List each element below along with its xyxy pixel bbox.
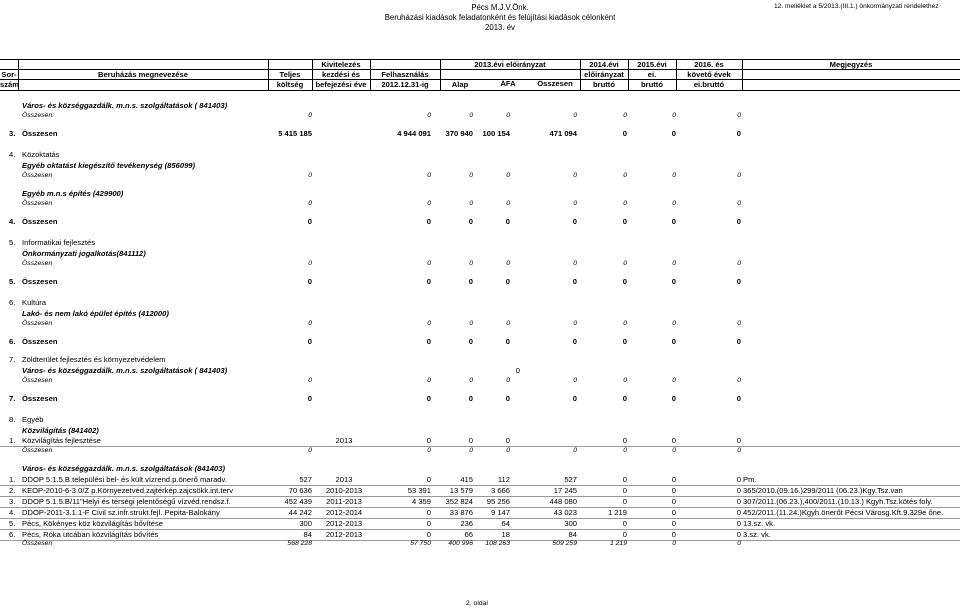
row-value: 509 259	[552, 540, 577, 547]
row-value: 0	[308, 377, 312, 384]
row-value: 0	[505, 337, 510, 346]
row-number: 7.	[9, 355, 16, 364]
row-note: 13.sz. vk.	[743, 520, 776, 528]
row-subtitle: Város- és községgazdálk. m.n.s. szolgáltatások ( 841403)	[22, 366, 228, 375]
row-total-label: Összesen	[22, 260, 53, 267]
row-value: 0	[671, 508, 676, 517]
row-total-label: Összesen	[22, 377, 53, 384]
table-row	[0, 299, 960, 309]
row-value: 84	[303, 530, 312, 539]
col-2016-1: 2016. és	[694, 60, 724, 69]
row-value: 0	[469, 320, 473, 327]
row-value: 415	[460, 475, 473, 484]
col-alap: Alap	[451, 80, 469, 89]
row-number: 2.	[9, 486, 16, 495]
row-note: 452/2011.(11.24.)Kgyh.önerőt Pécsi Városg.Kft.9.329e ône.	[743, 509, 944, 517]
col-sor-1: Sor-	[1, 70, 17, 79]
row-value: 0	[736, 519, 741, 528]
row-value: 0	[515, 366, 520, 375]
row-value: 0	[671, 217, 676, 226]
row-value: 0	[737, 377, 741, 384]
row-value: 0	[671, 129, 676, 138]
row-value: 0	[308, 172, 312, 179]
row-value: 0	[736, 530, 741, 539]
row-value: 0	[426, 519, 431, 528]
row-value: 66	[464, 530, 473, 539]
row-value: 0	[469, 200, 473, 207]
row-value: 0	[427, 320, 431, 327]
row-value: 0	[622, 475, 627, 484]
row-value: 0	[572, 217, 577, 226]
row-value: 0	[671, 530, 676, 539]
row-value: 0	[426, 436, 431, 445]
row-value: 84	[568, 530, 577, 539]
row-value: 4 359	[411, 497, 431, 506]
row-value: 0	[573, 172, 577, 179]
row-subtitle: Önkormányzati jogalkotás(841112)	[22, 249, 146, 258]
row-value: 0	[426, 530, 431, 539]
row-value: 0	[672, 447, 676, 454]
row-value: 0	[622, 394, 627, 403]
row-value: 64	[501, 519, 510, 528]
col-2014-2: előirányzat	[584, 70, 624, 79]
row-total-label: Összesen:	[22, 112, 55, 119]
row-value: 0	[623, 447, 627, 454]
col-2015-1: 2015.évi	[637, 60, 667, 69]
row-value: 0	[572, 277, 577, 286]
col-teljes-1: Teljes	[279, 70, 301, 79]
row-number: 4.	[9, 150, 16, 159]
row-value: 0	[623, 320, 627, 327]
row-divider	[0, 485, 960, 486]
table-row	[0, 250, 960, 260]
section-title: Egyéb	[22, 415, 44, 424]
table-row	[0, 130, 960, 140]
row-value: 0	[308, 112, 312, 119]
col-megjegyzes: Megjegyzés	[829, 60, 873, 69]
row-value: 0	[672, 260, 676, 267]
row-value: 0	[672, 112, 676, 119]
row-value: 452 439	[284, 497, 312, 506]
row-value: 0	[307, 277, 312, 286]
row-note: 3.sz. vk.	[743, 531, 771, 539]
table-row	[0, 541, 960, 551]
table-row	[0, 201, 960, 211]
row-value: 100 154	[482, 129, 510, 138]
row-value: 0	[505, 277, 510, 286]
row-note: 307/2011.(06.23.),400/2011.(10.13.) Kgyh.Tsz.kötés foly.	[743, 498, 933, 506]
row-value: 0	[307, 217, 312, 226]
row-value: 0	[427, 377, 431, 384]
col-kivitelezes-1: Kivitelezés	[321, 60, 361, 69]
table-row	[0, 261, 960, 271]
row-value: 1 219	[609, 540, 627, 547]
row-value: 0	[672, 377, 676, 384]
row-value: 0	[426, 217, 431, 226]
row-value: 0	[623, 200, 627, 207]
row-value: 0	[572, 337, 577, 346]
col-kivitelezes-3: befejezési éve	[315, 80, 367, 89]
row-value: 95 256	[486, 497, 510, 506]
row-value: 0	[469, 172, 473, 179]
row-value: 0	[737, 447, 741, 454]
row-value: 70 636	[288, 486, 312, 495]
row-value: 0	[573, 112, 577, 119]
table-row	[0, 310, 960, 320]
row-value: 0	[623, 377, 627, 384]
row-label: Pécs, Róka utcában közvilágítás bővítés	[22, 531, 159, 539]
row-value: 0	[622, 436, 627, 445]
row-note: Pm.	[743, 476, 757, 484]
row-number: 3.	[9, 129, 16, 138]
row-total-label: Összesen	[22, 540, 53, 547]
col-sor-2: szám	[0, 80, 19, 89]
row-value: 2010-2013	[325, 486, 363, 495]
section-title: Zöldterület fejlesztés és környezetvédelem	[22, 355, 166, 364]
row-value: 0	[469, 112, 473, 119]
page-number: 2. oldal	[466, 600, 488, 607]
row-subtitle: Egyéb oktatást kiegészítő tevékenység (856099)	[22, 161, 196, 170]
table-row	[0, 162, 960, 172]
table-row	[0, 173, 960, 183]
row-label: KEOP-2010-6-3.0/Z p.Környezetvéd.zajtérkép.zajcsökk.int.terv	[22, 487, 234, 495]
table-row	[0, 218, 960, 228]
row-value: 0	[671, 436, 676, 445]
row-value: 57 750	[410, 540, 431, 547]
table-row	[0, 416, 960, 426]
row-value: 17 245	[553, 486, 577, 495]
col-2016-2: követő évek	[687, 70, 731, 79]
row-value: 0	[622, 217, 627, 226]
table-row	[0, 102, 960, 112]
row-value: 0	[671, 486, 676, 495]
row-value: 0	[469, 377, 473, 384]
row-divider	[0, 529, 960, 530]
row-value: 0	[468, 217, 473, 226]
row-value: 0	[672, 200, 676, 207]
row-value: 0	[623, 112, 627, 119]
row-value: 527	[299, 475, 312, 484]
row-value: 33 876	[449, 508, 473, 517]
row-value: 2012-2013	[325, 530, 363, 539]
row-value: 0	[426, 394, 431, 403]
row-value: 370 940	[445, 129, 473, 138]
row-value: 0	[622, 337, 627, 346]
row-value: 0	[573, 200, 577, 207]
row-value: 53 391	[407, 486, 431, 495]
row-value: 0	[426, 475, 431, 484]
row-value: 0	[736, 497, 741, 506]
table-row	[0, 239, 960, 249]
row-value: 0	[671, 277, 676, 286]
row-value: 0	[308, 320, 312, 327]
row-value: 0	[468, 337, 473, 346]
row-value: 0	[468, 277, 473, 286]
row-value: 0	[737, 260, 741, 267]
row-number: 3.	[9, 497, 16, 506]
row-value: 0	[573, 260, 577, 267]
row-value: 0	[307, 337, 312, 346]
row-value: 0	[736, 394, 741, 403]
row-total-label: Összesen	[22, 394, 58, 403]
section-title: Kultúra	[22, 298, 47, 307]
row-value: 300	[299, 519, 312, 528]
row-value: 44 242	[288, 508, 312, 517]
row-value: 400 996	[448, 540, 473, 547]
row-subtitle: Város- és községgazdálk. m.n.s. szolgáltatások ( 841403)	[22, 101, 228, 110]
row-value: 0	[622, 129, 627, 138]
row-divider	[0, 496, 960, 497]
row-value: 4 944 091	[397, 129, 431, 138]
row-value: 1 219	[607, 508, 627, 517]
row-value: 0	[506, 200, 510, 207]
row-label: DDOP 5.1.5.B/11"Helyi és térségi jelentőségű vízvéd.rendsz.f.	[22, 498, 231, 506]
table-row	[0, 465, 960, 475]
row-value: 0	[307, 394, 312, 403]
row-value: 0	[736, 337, 741, 346]
doc-title-line-3: 2013. év	[485, 23, 515, 32]
row-value: 0	[737, 200, 741, 207]
row-value: 0	[506, 377, 510, 384]
row-value: 2012-2014	[325, 508, 363, 517]
row-value: 0	[623, 260, 627, 267]
row-value: 0	[573, 447, 577, 454]
row-number: 7.	[9, 394, 16, 403]
row-value: 0	[736, 486, 741, 495]
row-label: DDOP-2011-3.1.1-F Civil sz.infr.strukt.fejl. Pepita-Balokány	[22, 509, 220, 517]
row-value: 0	[671, 475, 676, 484]
row-subtitle: Város- és községgazdálk. m.n.s. szolgáltatások (841403)	[22, 464, 226, 473]
row-total-label: Összesen	[22, 172, 53, 179]
row-value: 0	[671, 337, 676, 346]
row-value: 0	[622, 530, 627, 539]
row-subtitle: Közvilágítás (841402)	[22, 426, 99, 435]
row-value: 0	[672, 540, 676, 547]
row-value: 0	[427, 200, 431, 207]
row-value: 0	[736, 217, 741, 226]
col-afa: ÁFA	[500, 79, 516, 88]
row-total-label: Összesen	[22, 337, 58, 346]
row-number: 6.	[9, 298, 16, 307]
row-value: 0	[672, 320, 676, 327]
row-value: 0	[505, 217, 510, 226]
row-value: 0	[505, 394, 510, 403]
row-value: 0	[622, 277, 627, 286]
row-value: 0	[308, 260, 312, 267]
row-value: 0	[506, 112, 510, 119]
row-value: 0	[469, 447, 473, 454]
row-divider	[0, 518, 960, 519]
row-total-label: Összesen	[22, 217, 58, 226]
table-row	[0, 427, 960, 437]
table-row	[0, 367, 960, 377]
row-value: 527	[564, 475, 577, 484]
row-value: 0	[505, 436, 510, 445]
row-value: 0	[622, 497, 627, 506]
table-row	[0, 395, 960, 405]
row-total-label: Összesen	[22, 200, 53, 207]
row-value: 3 666	[490, 486, 510, 495]
col-felhasznalas-1: Felhasználás	[381, 70, 429, 79]
table-row	[0, 356, 960, 366]
row-note: 365/2010.(09.16.)299/2011 (06.23.)Kgy.Tsz.van	[743, 487, 903, 495]
row-value: 0	[427, 172, 431, 179]
col-2013-group: 2013.évi előirányzat	[474, 60, 546, 69]
doc-title-line-2: Beruházási kiadások feladatonként és felújítási kiadások célonként	[384, 13, 616, 22]
row-value: 0	[737, 320, 741, 327]
row-value: 0	[622, 486, 627, 495]
row-value: 2013	[335, 475, 353, 484]
row-value: 0	[506, 320, 510, 327]
row-value: 568 228	[287, 540, 312, 547]
row-total-label: Összesen	[22, 447, 53, 454]
col-kivitelezes-2: kezdési és	[322, 70, 360, 79]
table-row	[0, 338, 960, 348]
row-number: 1.	[9, 436, 16, 445]
row-value: 0	[736, 129, 741, 138]
row-value: 0	[572, 394, 577, 403]
row-value: 18	[501, 530, 510, 539]
table-row	[0, 448, 960, 458]
row-value: 0	[469, 260, 473, 267]
row-value: 0	[426, 277, 431, 286]
row-value: 0	[427, 260, 431, 267]
row-value: 0	[426, 337, 431, 346]
row-subtitle: Lakó- és nem lakó épület építés (412000)	[22, 309, 169, 318]
col-2016-3: ei.bruttó	[693, 80, 725, 89]
row-value: 0	[671, 394, 676, 403]
row-value: 0	[468, 436, 473, 445]
row-number: 6.	[9, 337, 16, 346]
row-total-label: Összesen	[22, 320, 53, 327]
annex-reference: 12. melléklet a 5/2013.(III.1.) önkormányzati rendelethez	[774, 3, 939, 10]
row-value: 0	[737, 172, 741, 179]
row-value: 0	[308, 200, 312, 207]
row-value: 0	[623, 172, 627, 179]
row-value: 13 579	[449, 486, 473, 495]
col-beruhazas: Beruházás megnevezése	[98, 70, 188, 79]
row-value: 471 094	[549, 129, 577, 138]
section-title: Informatikai fejlesztés	[22, 238, 96, 247]
row-number: 1.	[9, 475, 16, 484]
col-2015-3: bruttó	[641, 80, 663, 89]
row-value: 9 147	[490, 508, 510, 517]
table-row	[0, 321, 960, 331]
row-value: 0	[506, 260, 510, 267]
row-value: 5 415 185	[278, 129, 312, 138]
row-value: 0	[736, 277, 741, 286]
row-value: 0	[736, 436, 741, 445]
table-row	[0, 151, 960, 161]
table-row	[0, 113, 960, 123]
row-total-label: Összesen	[22, 129, 58, 138]
row-value: 0	[468, 394, 473, 403]
row-number: 4.	[9, 217, 16, 226]
row-number: 5.	[9, 519, 16, 528]
doc-title-line-1: Pécs M.J.V.Önk.	[471, 3, 529, 12]
row-value: 0	[427, 447, 431, 454]
row-value: 0	[622, 519, 627, 528]
col-felhasznalas-2: 2012.12.31-ig	[381, 80, 429, 89]
row-divider	[0, 446, 960, 447]
row-value: 112	[497, 475, 510, 484]
row-value: 0	[736, 508, 741, 517]
row-total-label: Összesen	[22, 277, 58, 286]
row-value: 236	[460, 519, 473, 528]
row-label: Közvilágítás fejlesztése	[22, 437, 101, 445]
row-number: 6.	[9, 530, 16, 539]
row-value: 0	[573, 377, 577, 384]
row-subtitle: Egyéb m.n.s építés (429900)	[22, 189, 124, 198]
row-number: 5.	[9, 238, 16, 247]
row-value: 0	[736, 475, 741, 484]
row-value: 0	[737, 112, 741, 119]
row-label: Pécs, Kökényes köz közvilágítás bővítése	[22, 520, 163, 528]
col-osszesen: Összesen	[537, 79, 573, 88]
col-teljes-2: költség	[276, 80, 304, 89]
row-value: 0	[426, 508, 431, 517]
row-value: 0	[573, 320, 577, 327]
table-row	[0, 278, 960, 288]
row-value: 2012-2013	[325, 519, 363, 528]
row-value: 0	[672, 172, 676, 179]
row-value: 0	[308, 447, 312, 454]
row-number: 5.	[9, 277, 16, 286]
row-value: 0	[737, 540, 741, 547]
row-value: 0	[506, 447, 510, 454]
row-number: 8.	[9, 415, 16, 424]
table-row	[0, 378, 960, 388]
col-2014-1: 2014.évi	[589, 60, 619, 69]
row-label: DDOP 5.1.5.B.települési bel- és kült.vízrend.p.önerő maradv.	[22, 476, 227, 484]
table-row	[0, 190, 960, 200]
row-value: 108 263	[485, 540, 510, 547]
row-value: 300	[564, 519, 577, 528]
col-2015-2: ei.	[647, 70, 657, 79]
row-value: 43 023	[553, 508, 577, 517]
row-value: 0	[427, 112, 431, 119]
row-value: 448 080	[549, 497, 577, 506]
section-title: Közoktatás	[22, 150, 60, 159]
row-value: 0	[671, 519, 676, 528]
row-value: 2011-2013	[326, 497, 362, 506]
row-value: 352 824	[445, 497, 473, 506]
row-value: 2013	[335, 436, 353, 445]
row-value: 0	[671, 497, 676, 506]
row-divider	[0, 507, 960, 508]
row-value: 0	[506, 172, 510, 179]
col-2014-3: bruttó	[593, 80, 615, 89]
row-number: 4.	[9, 508, 16, 517]
